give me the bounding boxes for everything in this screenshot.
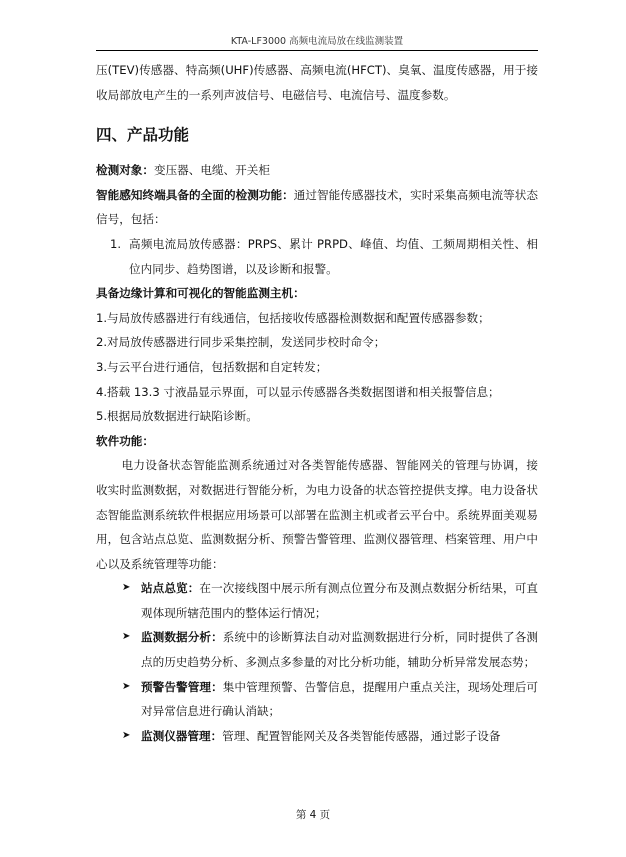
- page-number: 第 4 页: [295, 809, 331, 821]
- detect-objects-text: 变压器、电缆、开关柜: [153, 163, 270, 178]
- header-rule: [96, 50, 538, 51]
- section-title: 四、产品功能: [96, 126, 190, 145]
- edge-computing-heading: 具备边缘计算和可视化的智能监测主机：: [96, 286, 305, 301]
- feature-label: 预警告警管理：: [141, 679, 223, 694]
- list-item: 1.与局放传感器进行有线通信，包括接收传感器检测数据和配置传感器参数；: [96, 310, 490, 325]
- page-header: KTA-LF3000 高频电流局放在线监测装置: [230, 36, 404, 47]
- list-item: 5.根据局放数据进行缺陷诊断。: [96, 409, 258, 424]
- list-item: 2.对局放传感器进行同步采集控制，发送同步校时命令；: [96, 335, 386, 350]
- arrow-right-icon: ➤: [122, 680, 131, 692]
- feature-item: [96, 576, 538, 625]
- feature-item: [96, 724, 538, 749]
- detect-objects-line: [96, 158, 538, 183]
- sensor-list: [96, 232, 538, 281]
- smart-sensing-line: [96, 183, 538, 232]
- list-item-number: 1.: [110, 236, 122, 251]
- arrow-right-icon: ➤: [122, 582, 131, 594]
- list-item: 3.与云平台进行通信，包括数据和自定转发；: [96, 359, 328, 374]
- list-item-text: 高频电流局放传感器：PRPS、累计 PRPD、峰值、均值、工频周期相关性、相位内同步、趋势图谱，以及诊断和报警。: [129, 236, 538, 276]
- feature-text: 集中管理预警、告警信息，提醒用户重点关注，现场处理后可对异常信息进行确认消缺；: [141, 679, 538, 719]
- feature-text: 在一次接线图中展示所有测点位置分布及测点数据分析结果，可直观体现所辖范围内的整体运行情况；: [141, 581, 538, 620]
- feature-item: [96, 625, 538, 674]
- feature-text: 系统中的诊断算法自动对监测数据进行分析，同时提供了各测点的历史趋势分析、多测点多参量的对比分析功能，辅助分析异常发展态势；: [141, 630, 538, 670]
- feature-label: 监测仪器管理：: [141, 728, 223, 743]
- list-item: 4.搭载 13.3 寸液晶显示界面，可以显示传感器各类数据图谱和相关报警信息；: [96, 384, 500, 399]
- smart-sensing-label: 智能感知终端具备的全面的检测功能：: [96, 187, 294, 202]
- detect-objects-label: 检测对象：: [96, 163, 154, 178]
- software-intro: 电力设备状态智能监测系统通过对各类智能传感器、智能网关的管理与协调，接收实时监测数据，对数据进行智能分析，为电力设备的状态管控提供支撑。电力设备状态智能监测系统软件根据应用场景可以部署在监测主机或者云平台中。系统界面美观易用，包含站点总览、监测数据分析、预警告警管理、监测仪器管理、档案管理、用户中心以及系统管理等功能：: [96, 458, 538, 571]
- feature-label: 站点总览：: [141, 581, 200, 596]
- list-item: [110, 232, 538, 281]
- paragraph-continuation: 压(TEV)传感器、特高频(UHF)传感器、高频电流(HFCT)、臭氧、温度传感器，用于接收局部放电产生的一系列声波信号、电磁信号、电流信号、温度参数。: [96, 63, 538, 102]
- arrow-right-icon: ➤: [122, 729, 131, 741]
- smart-sensing-text: 通过智能传感器技术，实时采集高频电流等状态信号，包括：: [96, 187, 538, 227]
- page-content: [96, 58, 538, 748]
- software-heading: 软件功能：: [96, 433, 154, 448]
- feature-text: 管理、配置智能网关及各类智能传感器，通过影子设备: [222, 728, 501, 743]
- arrow-right-icon: ➤: [122, 631, 131, 643]
- feature-item: [96, 675, 538, 724]
- feature-label: 监测数据分析：: [141, 630, 223, 645]
